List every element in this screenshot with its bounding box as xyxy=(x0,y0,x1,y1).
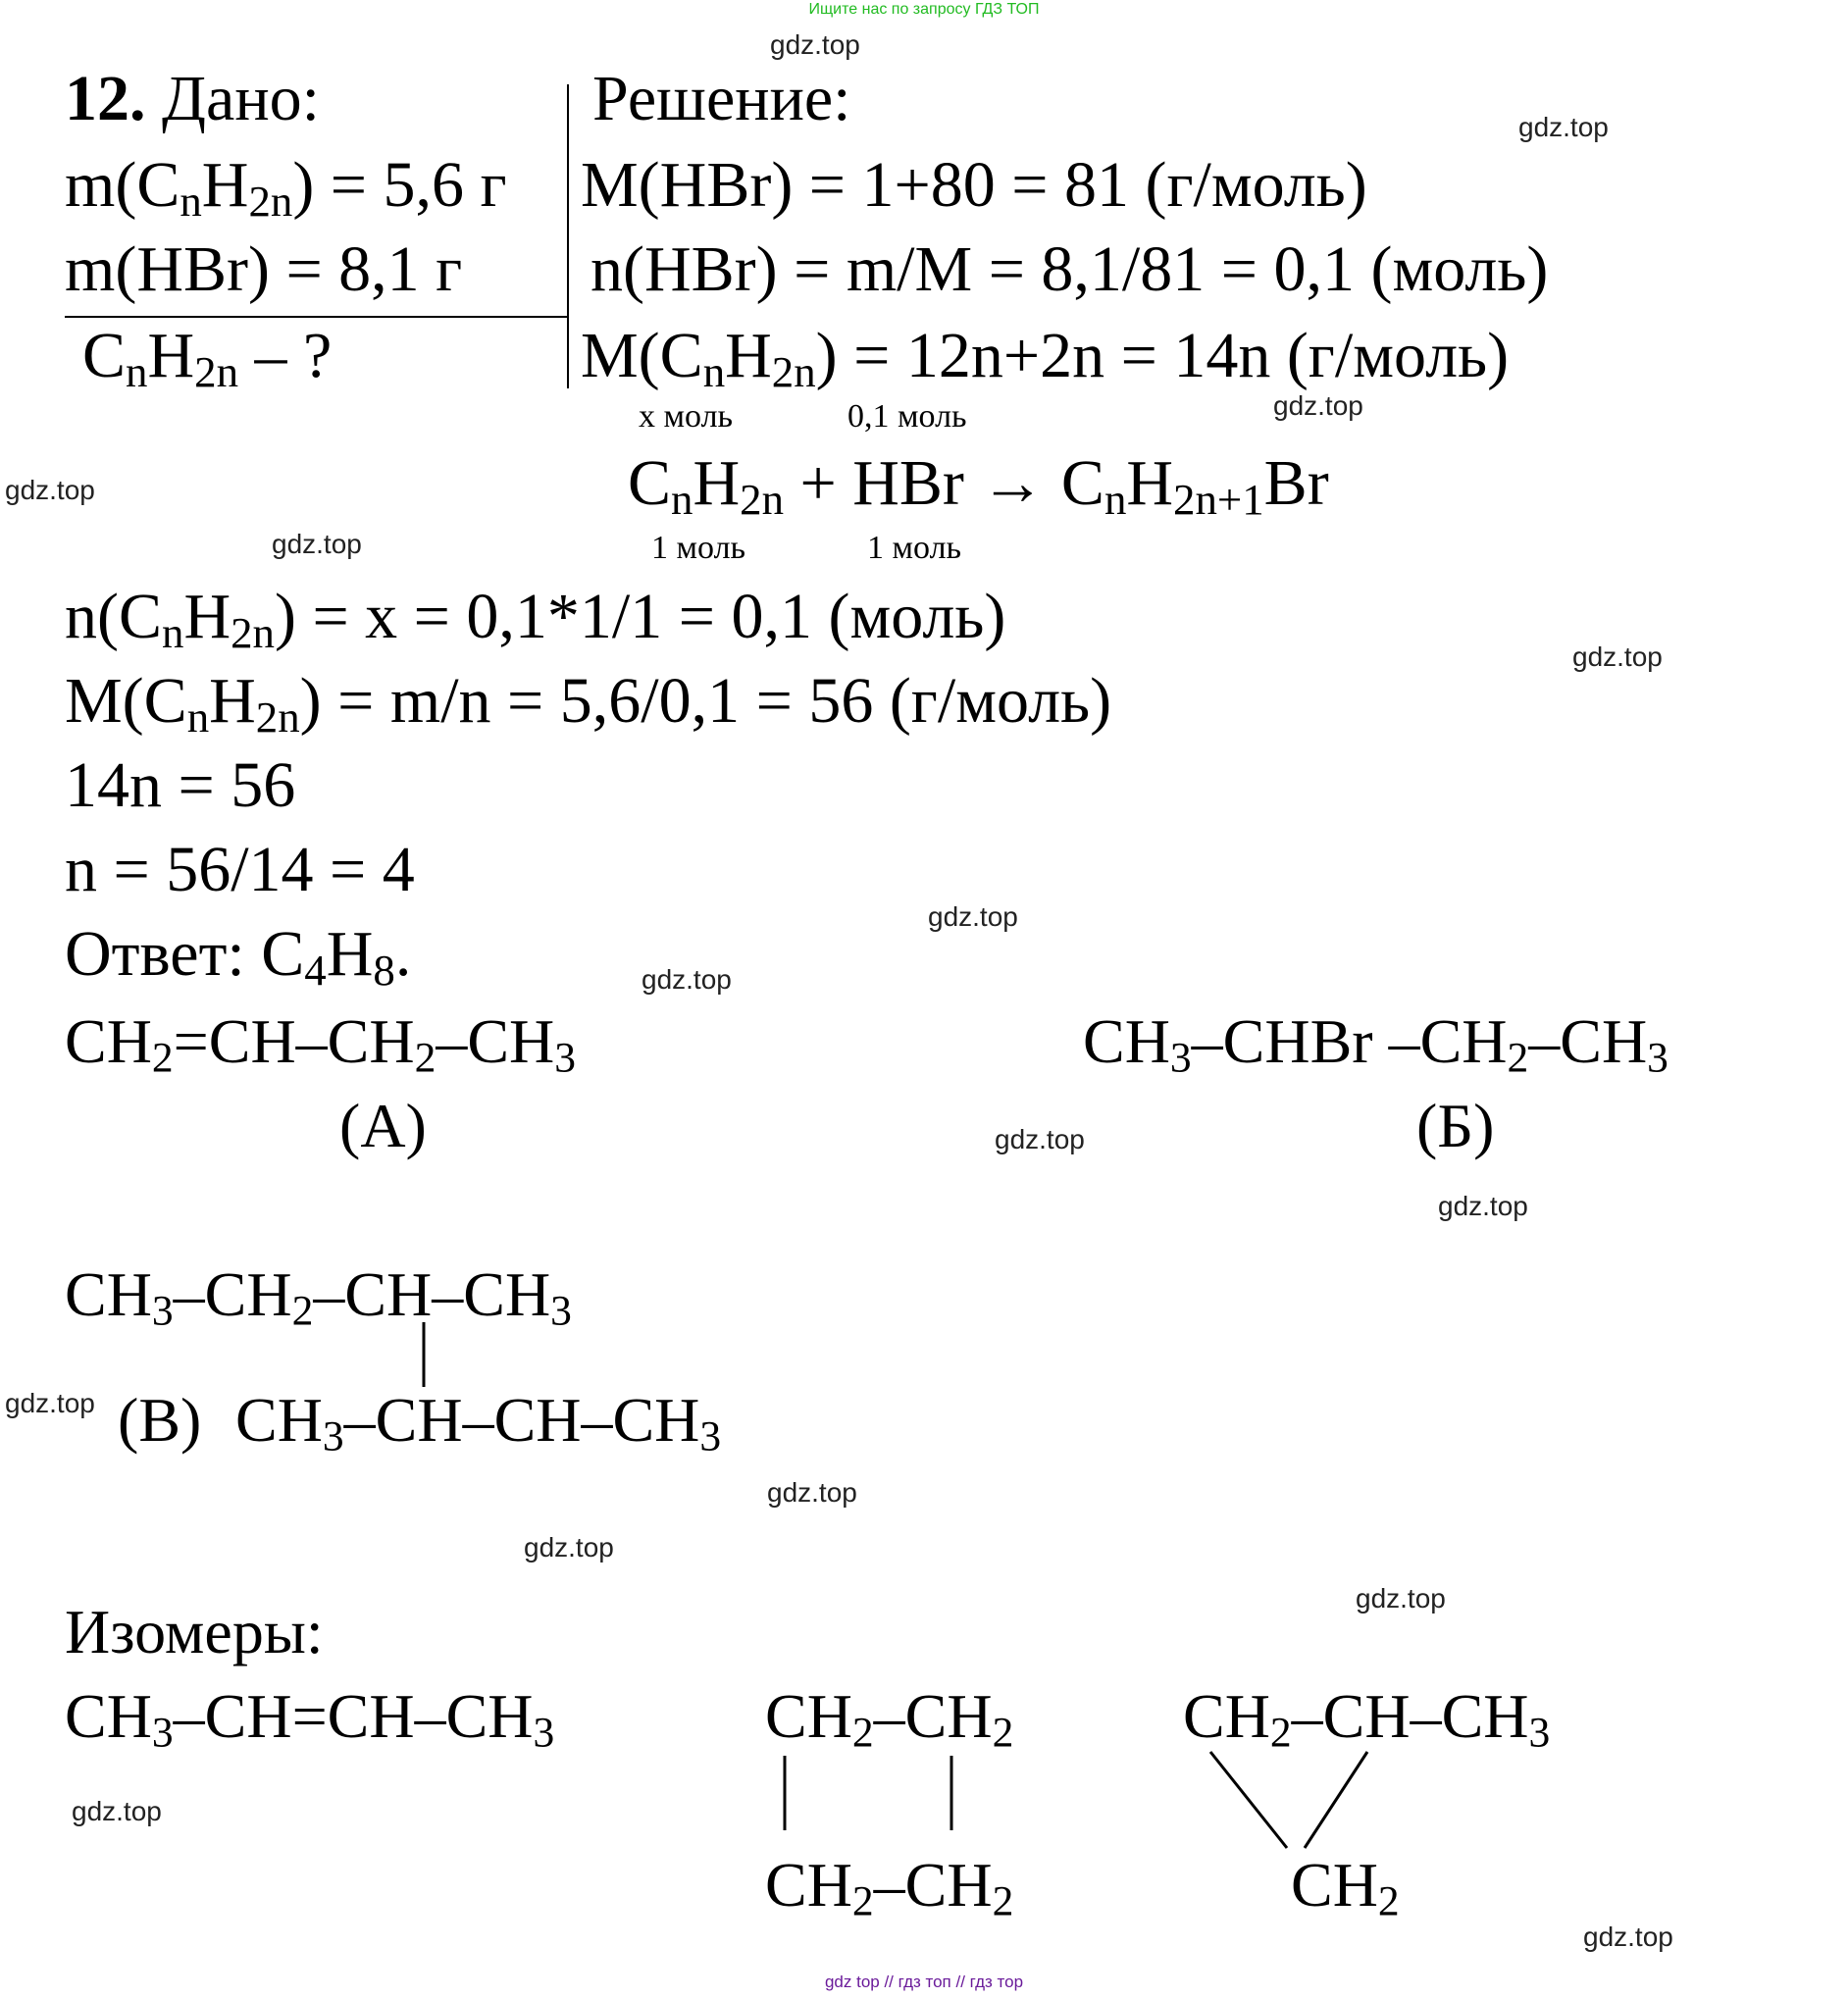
watermark: gdz.top xyxy=(1356,1583,1446,1614)
solution-line-3: $M(C_nH_{2n}) = 12n+2n = 14n$ (г/моль) xyxy=(581,320,1510,396)
reaction-below-left: 1 моль xyxy=(651,530,746,566)
watermark: gdz.top xyxy=(1572,641,1663,672)
watermark: gdz.top xyxy=(1583,1921,1673,1952)
solution-line-1: M(HBr) = 1+80 = 81 (г/моль) xyxy=(581,149,1367,221)
calc-line-2: $M(C_nH_{2n}) = m/n = 5,6/0,1 = 56$ (г/моль) xyxy=(65,665,1112,742)
structure-v-bottom: $CH_3-CH-CH-CH_3$ xyxy=(235,1385,722,1460)
watermark: gdz.top xyxy=(1518,112,1609,142)
watermark: gdz.top xyxy=(524,1532,614,1563)
footer-links[interactable]: gdz top // гдз топ // гдз тор xyxy=(824,1972,1024,1991)
reaction-equation: $C_nH_{2n}$ + HBr → $C_nH_{2n+1}Br$ xyxy=(628,447,1329,524)
watermark: gdz.top xyxy=(995,1124,1085,1154)
isomer-but-2-ene: $CH_3-CH=CH-CH_3$ xyxy=(65,1681,555,1757)
watermark: gdz.top xyxy=(72,1796,162,1826)
structure-v-label: (В) xyxy=(118,1385,202,1455)
watermark: gdz.top xyxy=(5,475,95,505)
problem-number: 12. xyxy=(65,63,146,134)
structure-b-formula: $CH_3$–CHBr $-CH_2-CH_3$ xyxy=(1083,1006,1668,1082)
calc-line-3: 14n = 56 xyxy=(65,749,296,821)
structure-a-label: (А) xyxy=(339,1091,427,1160)
cyclobutane-bottom: $CH_2-CH_2$ xyxy=(765,1850,1014,1925)
cyclobutane-top: $CH_2-CH_2$ xyxy=(765,1681,1014,1757)
reaction-above-right: 0,1 моль xyxy=(847,398,967,435)
structure-a-formula: $CH_2=CH-CH_2-CH_3$ xyxy=(65,1006,577,1082)
watermark: gdz.top xyxy=(767,1477,857,1508)
methylcyclopropane-bottom: $CH_2$ xyxy=(1291,1850,1400,1925)
top-banner[interactable]: Ищите нас по запросу ГДЗ ТОП xyxy=(808,1,1040,18)
reaction-below-right: 1 моль xyxy=(867,530,962,566)
structure-v-top: $CH_3-CH_2-CH-CH_3$ xyxy=(65,1259,572,1335)
watermark: gdz.top xyxy=(1273,390,1363,421)
calc-line-4: n = 56/14 = 4 xyxy=(65,834,415,905)
watermark: gdz.top xyxy=(928,901,1018,932)
given-hbr-mass: m(HBr) = 8,1 г xyxy=(65,233,463,305)
methylcyclopropane-top: $CH_2-CH-CH_3$ xyxy=(1183,1681,1551,1757)
reaction-above-left: x моль xyxy=(639,398,734,435)
bond-cyclopropane-left xyxy=(1210,1752,1287,1848)
calc-line-1: $n(C_nH_{2n}) = x = 0,1*1/1 = 0,1$ (моль) xyxy=(65,581,1006,657)
watermark: gdz.top xyxy=(642,964,732,995)
given-find: $C_nH_{2n}$ – ? xyxy=(82,320,333,396)
given-title: Дано: xyxy=(162,63,320,134)
watermark: gdz.top xyxy=(5,1388,95,1418)
watermark: gdz.top xyxy=(770,29,860,60)
given-alkene-mass: $m(C_nH_{2n}) = 5,6$ г xyxy=(65,149,507,226)
watermark: gdz.top xyxy=(1438,1191,1528,1221)
bond-cyclopropane-right xyxy=(1305,1752,1367,1848)
solution-line-2: n(HBr) = m/M = 8,1/81 = 0,1 (моль) xyxy=(590,233,1549,305)
answer: Ответ: $C_4H_8$. xyxy=(65,918,412,995)
isomers-title: Изомеры: xyxy=(65,1597,324,1666)
watermark: gdz.top xyxy=(272,529,362,559)
structure-b-label: (Б) xyxy=(1416,1091,1495,1160)
solution-title: Решение: xyxy=(592,63,851,134)
